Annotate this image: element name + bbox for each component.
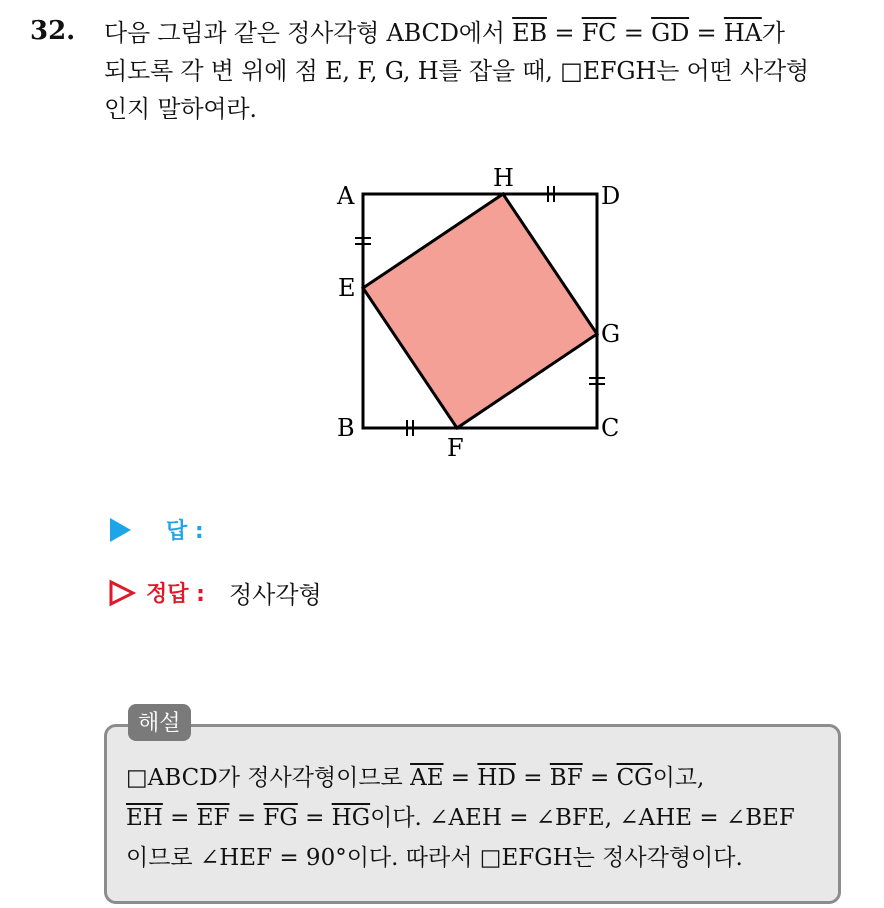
explanation-line1-end: 이고, bbox=[652, 765, 705, 791]
square-figure bbox=[320, 160, 640, 470]
explanation-line-1 bbox=[126, 758, 826, 798]
explanation-tag: 해설 bbox=[128, 704, 191, 741]
question-number: 32. bbox=[30, 16, 76, 46]
equals-sign: = bbox=[515, 765, 550, 791]
equals-sign: = bbox=[582, 765, 617, 791]
label-e: E bbox=[338, 274, 356, 302]
equals-sign: = bbox=[689, 19, 724, 47]
solution-row bbox=[108, 575, 322, 610]
label-b: B bbox=[337, 414, 355, 442]
answer-row bbox=[108, 514, 204, 545]
explanation-line-2 bbox=[126, 798, 826, 838]
label-c: C bbox=[601, 414, 620, 442]
segment-gd: $\overline{GD}$ bbox=[651, 19, 690, 47]
label-d: D bbox=[601, 182, 621, 210]
question-line-3: 인지 말하여라. bbox=[104, 95, 257, 123]
equals-sign: = bbox=[162, 805, 197, 831]
play-triangle-icon bbox=[108, 517, 132, 543]
label-a: A bbox=[337, 182, 355, 210]
explanation-line1-start: □ABCD가 정사각형이므로 bbox=[126, 765, 411, 791]
question-text bbox=[104, 14, 864, 128]
solution-label: 정답 : bbox=[146, 582, 205, 607]
explanation-text bbox=[126, 758, 826, 878]
segment-bf: $\overline{BF}$ bbox=[549, 765, 583, 791]
explanation-line-3: 이므로 ∠HEF = 90°이다. 따라서 □EFGH는 정사각형이다. bbox=[126, 845, 743, 871]
segment-hg: $\overline{HG}$ bbox=[331, 805, 371, 831]
segment-hd: $\overline{HD}$ bbox=[477, 765, 516, 791]
question-line-1 bbox=[104, 14, 864, 52]
question-line-2: 되도록 각 변 위에 점 E, F, G, H를 잡을 때, □EFGH는 어떤 사각형 bbox=[104, 57, 809, 85]
equals-sign: = bbox=[546, 19, 582, 47]
segment-eb: $\overline{EB}$ bbox=[512, 19, 547, 47]
segment-cg: $\overline{CG}$ bbox=[616, 765, 653, 791]
equals-sign: = bbox=[297, 805, 332, 831]
question-line1-end: 가 bbox=[761, 19, 785, 47]
equals-sign: = bbox=[443, 765, 478, 791]
label-h: H bbox=[493, 164, 514, 192]
answer-label: 답 : bbox=[166, 519, 204, 544]
inner-square-efgh bbox=[363, 194, 597, 428]
question-line1-start: 다음 그림과 같은 정사각형 ABCD에서 bbox=[104, 19, 513, 47]
solution-value: 정사각형 bbox=[228, 581, 322, 609]
segment-fg: $\overline{FG}$ bbox=[263, 805, 298, 831]
explanation-line2-end: 이다. ∠AEH = ∠BFE, ∠AHE = ∠BEF bbox=[370, 805, 795, 831]
equals-sign: = bbox=[616, 19, 652, 47]
segment-ef: $\overline{EF}$ bbox=[196, 805, 230, 831]
label-g: G bbox=[601, 320, 621, 348]
segment-fc: $\overline{FC}$ bbox=[581, 19, 617, 47]
segment-ha: $\overline{HA}$ bbox=[723, 19, 762, 47]
segment-eh: $\overline{EH}$ bbox=[126, 805, 163, 831]
segment-ae: $\overline{AE}$ bbox=[410, 765, 444, 791]
label-f: F bbox=[447, 434, 464, 462]
equals-sign: = bbox=[229, 805, 264, 831]
outline-triangle-icon bbox=[108, 579, 136, 607]
